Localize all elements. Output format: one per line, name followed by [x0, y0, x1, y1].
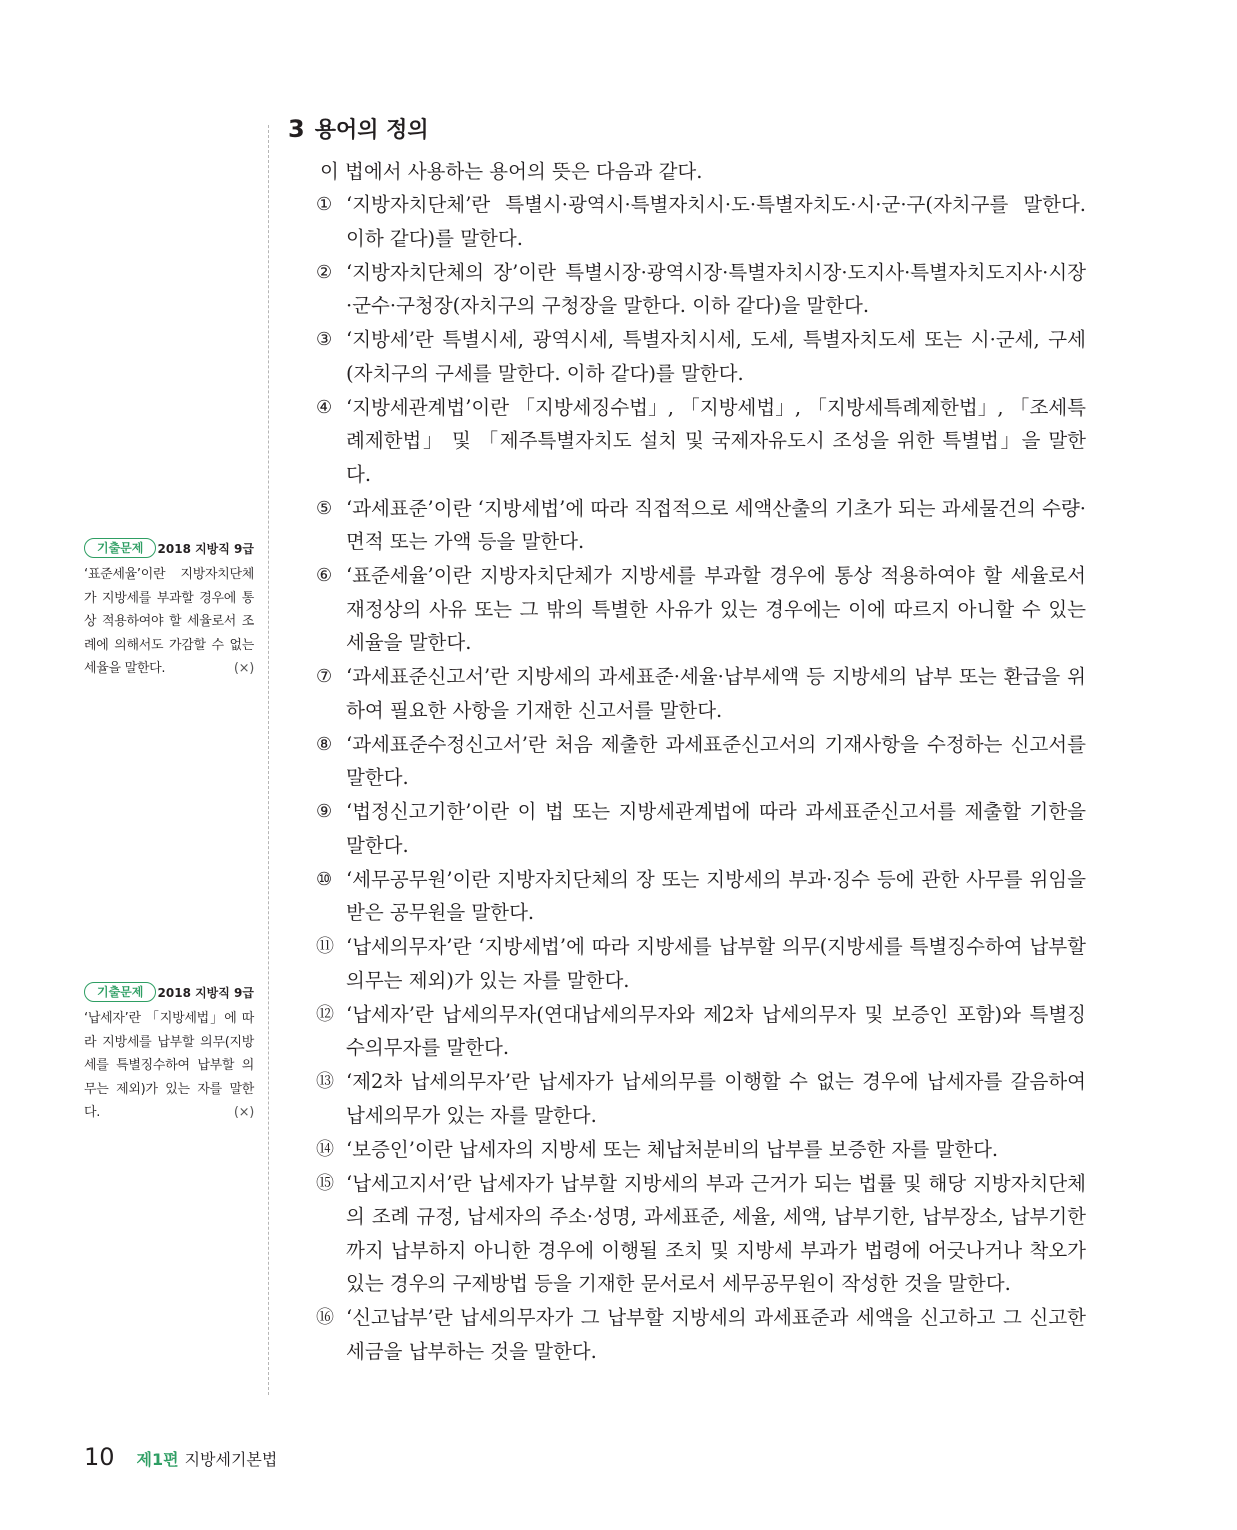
definition-item — [316, 188, 1086, 255]
item-number: ② — [316, 261, 333, 283]
item-number: ⑬ — [316, 1071, 334, 1092]
item-text: ‘지방세’란 특별시세, 광역시세, 특별자치시세, 도세, 특별자치도세 또는 시·군세, 구세(자치구의 구세를 말한다. 이하 같다)를 말한다. — [346, 328, 1086, 385]
exam-note-text — [84, 1007, 254, 1125]
intro-text: 이 법에서 사용하는 용어의 뜻은 다음과 같다. — [320, 160, 703, 183]
section-title-text: 용어의 정의 — [314, 118, 429, 143]
definition-item — [316, 1301, 1086, 1368]
item-number: ⑪ — [316, 936, 334, 957]
item-text: ‘지방자치단체’란 특별시·광역시·특별자치시·도·특별자치도·시·군·구(자치구를 말한다. 이하 같다)를 말한다. — [346, 193, 1086, 250]
definition-item — [316, 492, 1086, 559]
definition-item — [316, 559, 1086, 660]
page-number: 10 — [84, 1443, 115, 1471]
item-number: ⑥ — [316, 565, 333, 586]
item-number: ⑭ — [316, 1138, 334, 1160]
definition-item — [316, 930, 1086, 997]
part-title: 지방세기본법 — [184, 1450, 278, 1469]
item-number: ⑮ — [316, 1172, 334, 1194]
exam-year: 2018 지방직 9급 — [157, 985, 254, 1000]
item-number: ⑩ — [316, 868, 333, 890]
part-label: 제1편 — [136, 1450, 179, 1469]
item-text: ‘세무공무원’이란 지방자치단체의 장 또는 지방세의 부과·징수 등에 관한 사무를 위임을 받은 공무원을 말한다. — [346, 867, 1086, 924]
item-text: ‘법정신고기한’이란 이 법 또는 지방세관계법에 따라 과세표준신고서를 제출할 기한을 말한다. — [346, 800, 1086, 857]
definition-item — [316, 391, 1086, 492]
exam-note — [84, 537, 254, 681]
exam-note — [84, 981, 254, 1125]
margin-divider — [268, 125, 269, 1395]
definition-item — [316, 256, 1086, 323]
item-text: ‘보증인’이란 납세자의 지방세 또는 체납처분비의 납부를 보증한 자를 말한다. — [346, 1137, 999, 1161]
exam-note-header — [84, 537, 254, 559]
item-text: ‘지방자치단체의 장’이란 특별시장·광역시장·특별자치시장·도지사·특별자치도지사·시장·군수·구청장(자치구의 구청장을 말한다. 이하 같다)을 말한다. — [346, 260, 1086, 317]
exam-answer: (×) — [233, 661, 254, 676]
definition-list — [316, 188, 1086, 1369]
definition-item — [316, 863, 1086, 930]
section-title — [288, 113, 429, 144]
item-text: ‘신고납부’란 납세의무자가 그 납부할 지방세의 과세표준과 세액을 신고하고 그 신고한 세금을 납부하는 것을 말한다. — [346, 1306, 1086, 1363]
definition-item — [316, 795, 1086, 862]
definition-item — [316, 1167, 1086, 1301]
item-number: ⑨ — [316, 801, 333, 822]
definition-item — [316, 728, 1086, 795]
item-number: ⑦ — [316, 666, 333, 687]
definition-item — [316, 660, 1086, 727]
item-text: ‘과세표준신고서’란 지방세의 과세표준·세율·납부세액 등 지방세의 납부 또는 환급을 위하여 필요한 사항을 기재한 신고서를 말한다. — [346, 665, 1086, 722]
section-number: 3 — [288, 114, 305, 143]
definition-item — [316, 323, 1086, 390]
exam-question: ‘납세자’란 「지방세법」에 따라 지방세를 납부할 의무(지방세를 특별징수하여 납부할 의무는 제외)가 있는 자를 말한다. — [84, 1011, 254, 1120]
item-text: ‘납세고지서’란 납세자가 납부할 지방세의 부과 근거가 되는 법률 및 해당 지방자치단체의 조례 규정, 납세자의 주소·성명, 과세표준, 세율, 세액, 납부기한, 납부장소, 납부기한까지 납부하지 아니한 경우에 이행될 조치 및 지방세 부과가 법령에 어긋나거나 착오가 있는 경우의 구제방법 등을 기재한 문서로서 세무공무원이 작성한 것을 말한다. — [346, 1171, 1086, 1295]
page-footer — [84, 1443, 277, 1471]
item-number: ⑤ — [316, 497, 333, 519]
definition-item — [316, 1065, 1086, 1132]
item-text: ‘제2차 납세의무자’란 납세자가 납세의무를 이행할 수 없는 경우에 납세자를 갈음하여 납세의무가 있는 자를 말한다. — [346, 1070, 1086, 1127]
exam-note-header — [84, 981, 254, 1003]
item-number: ⑧ — [316, 733, 333, 755]
item-text: ‘지방세관계법’이란 「지방세징수법」, 「지방세법」, 「지방세특례제한법」, 「조세특례제한법」 및 「제주특별자치도 설치 및 국제자유도시 조성을 위한 특별법」을 말한다. — [346, 395, 1086, 486]
definition-item — [316, 1133, 1086, 1167]
item-number: ⑯ — [316, 1307, 334, 1328]
exam-badge: 기출문제 — [84, 538, 156, 558]
item-text: ‘납세의무자’란 ‘지방세법’에 따라 지방세를 납부할 의무(지방세를 특별징수하여 납부할 의무는 제외)가 있는 자를 말한다. — [346, 935, 1086, 992]
item-text: ‘표준세율’이란 지방자치단체가 지방세를 부과할 경우에 통상 적용하여야 할 세율로서 재정상의 사유 또는 그 밖의 특별한 사유가 있는 경우에는 이에 따르지 아니할 수 있는 세율을 말한다. — [346, 564, 1086, 654]
definition-item — [316, 998, 1086, 1065]
exam-question: ‘표준세율’이란 지방자치단체가 지방세를 부과할 경우에 통상 적용하여야 할 세율로서 조례에 의해서도 가감할 수 없는 세율을 말한다. — [84, 567, 254, 676]
exam-badge: 기출문제 — [84, 982, 156, 1002]
exam-note-text — [84, 563, 254, 681]
item-text: ‘납세자’란 납세의무자(연대납세의무자와 제2차 납세의무자 및 보증인 포함)와 특별징수의무자를 말한다. — [346, 1002, 1086, 1059]
exam-year: 2018 지방직 9급 — [157, 541, 254, 556]
item-number: ④ — [316, 396, 333, 418]
item-text: ‘과세표준’이란 ‘지방세법’에 따라 직접적으로 세액산출의 기초가 되는 과세물건의 수량·면적 또는 가액 등을 말한다. — [346, 496, 1086, 553]
item-text: ‘과세표준수정신고서’란 처음 제출한 과세표준신고서의 기재사항을 수정하는 신고서를 말한다. — [346, 732, 1086, 789]
item-number: ① — [316, 194, 333, 215]
item-number: ⑫ — [316, 1003, 334, 1025]
item-number: ③ — [316, 329, 333, 350]
exam-answer: (×) — [233, 1105, 254, 1120]
